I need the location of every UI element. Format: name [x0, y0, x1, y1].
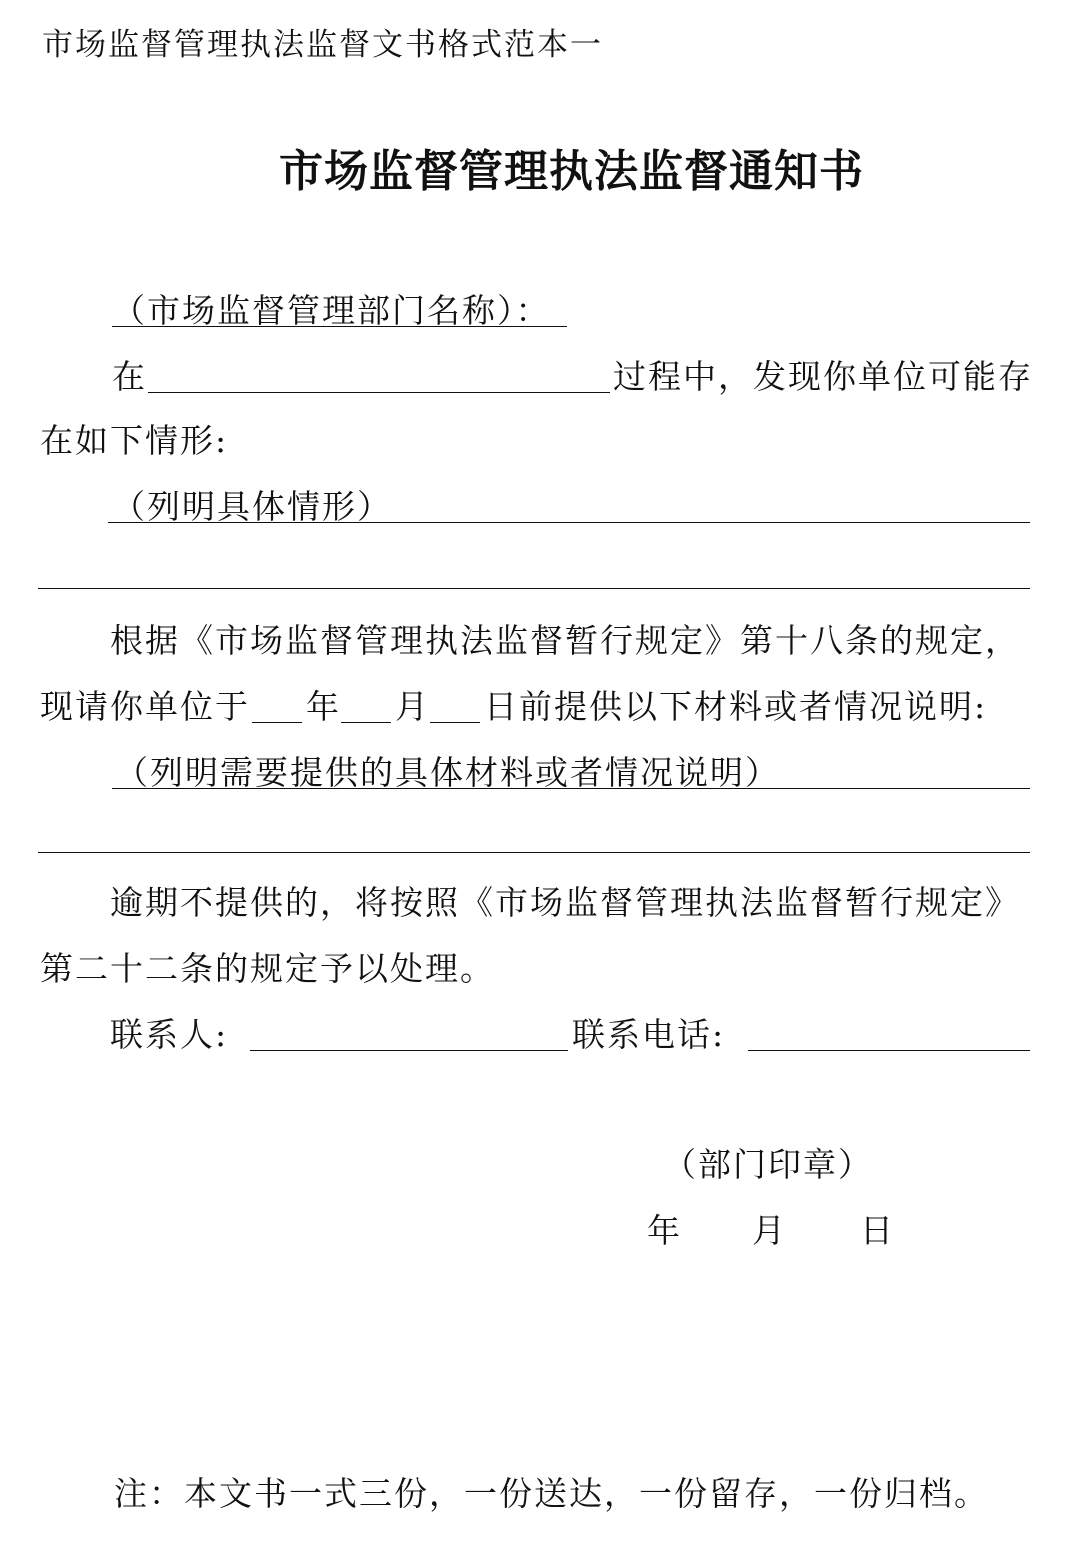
template-label: 市场监督管理执法监督文书格式范本一: [42, 27, 603, 63]
materials-placeholder: （列明需要提供的具体材料或者情况说明）: [115, 753, 780, 792]
para2-line1: 根据《市场监督管理执法监督暂行规定》第十八条的规定，: [110, 621, 1020, 660]
date-year-label: 年: [647, 1211, 682, 1250]
contact-phone-blank[interactable]: [748, 1050, 1030, 1051]
department-seal: （部门印章）: [663, 1145, 873, 1184]
process-blank[interactable]: [148, 392, 610, 393]
materials-line-2[interactable]: [38, 852, 1030, 853]
situations-line-2[interactable]: [38, 588, 1030, 589]
year-blank[interactable]: [252, 722, 302, 723]
para3-line2: 第二十二条的规定予以处理。: [40, 949, 495, 988]
date-day-label: 日: [860, 1211, 895, 1250]
para1-prefix: 在: [112, 357, 147, 396]
para1-suffix: 过程中，发现你单位可能存: [613, 357, 1033, 396]
date-month-label: 月: [752, 1211, 787, 1250]
contact-phone-label: 联系电话:: [572, 1015, 726, 1054]
para3-line1: 逾期不提供的，将按照《市场监督管理执法监督暂行规定》: [110, 883, 1020, 922]
footnote: 注：本文书一式三份，一份送达，一份留存，一份归档。: [114, 1474, 989, 1513]
month-blank[interactable]: [341, 722, 391, 723]
materials-line-1[interactable]: [112, 788, 1030, 789]
contact-person-blank[interactable]: [250, 1050, 568, 1051]
document-title: 市场监督管理执法监督通知书: [279, 146, 864, 197]
para2-line2-prefix: 现请你单位于: [40, 687, 250, 726]
contact-person-label: 联系人:: [110, 1015, 229, 1054]
year-label: 年: [306, 687, 341, 726]
recipient-underline: [112, 326, 567, 327]
day-suffix: 日前提供以下材料或者情况说明:: [484, 687, 988, 726]
situations-line-1[interactable]: [108, 522, 1030, 523]
day-blank[interactable]: [430, 722, 480, 723]
para1-line2: 在如下情形:: [40, 421, 229, 460]
situations-placeholder: （列明具体情形）: [112, 487, 392, 526]
recipient-placeholder: （市场监督管理部门名称）：: [112, 291, 551, 330]
month-label: 月: [395, 687, 430, 726]
